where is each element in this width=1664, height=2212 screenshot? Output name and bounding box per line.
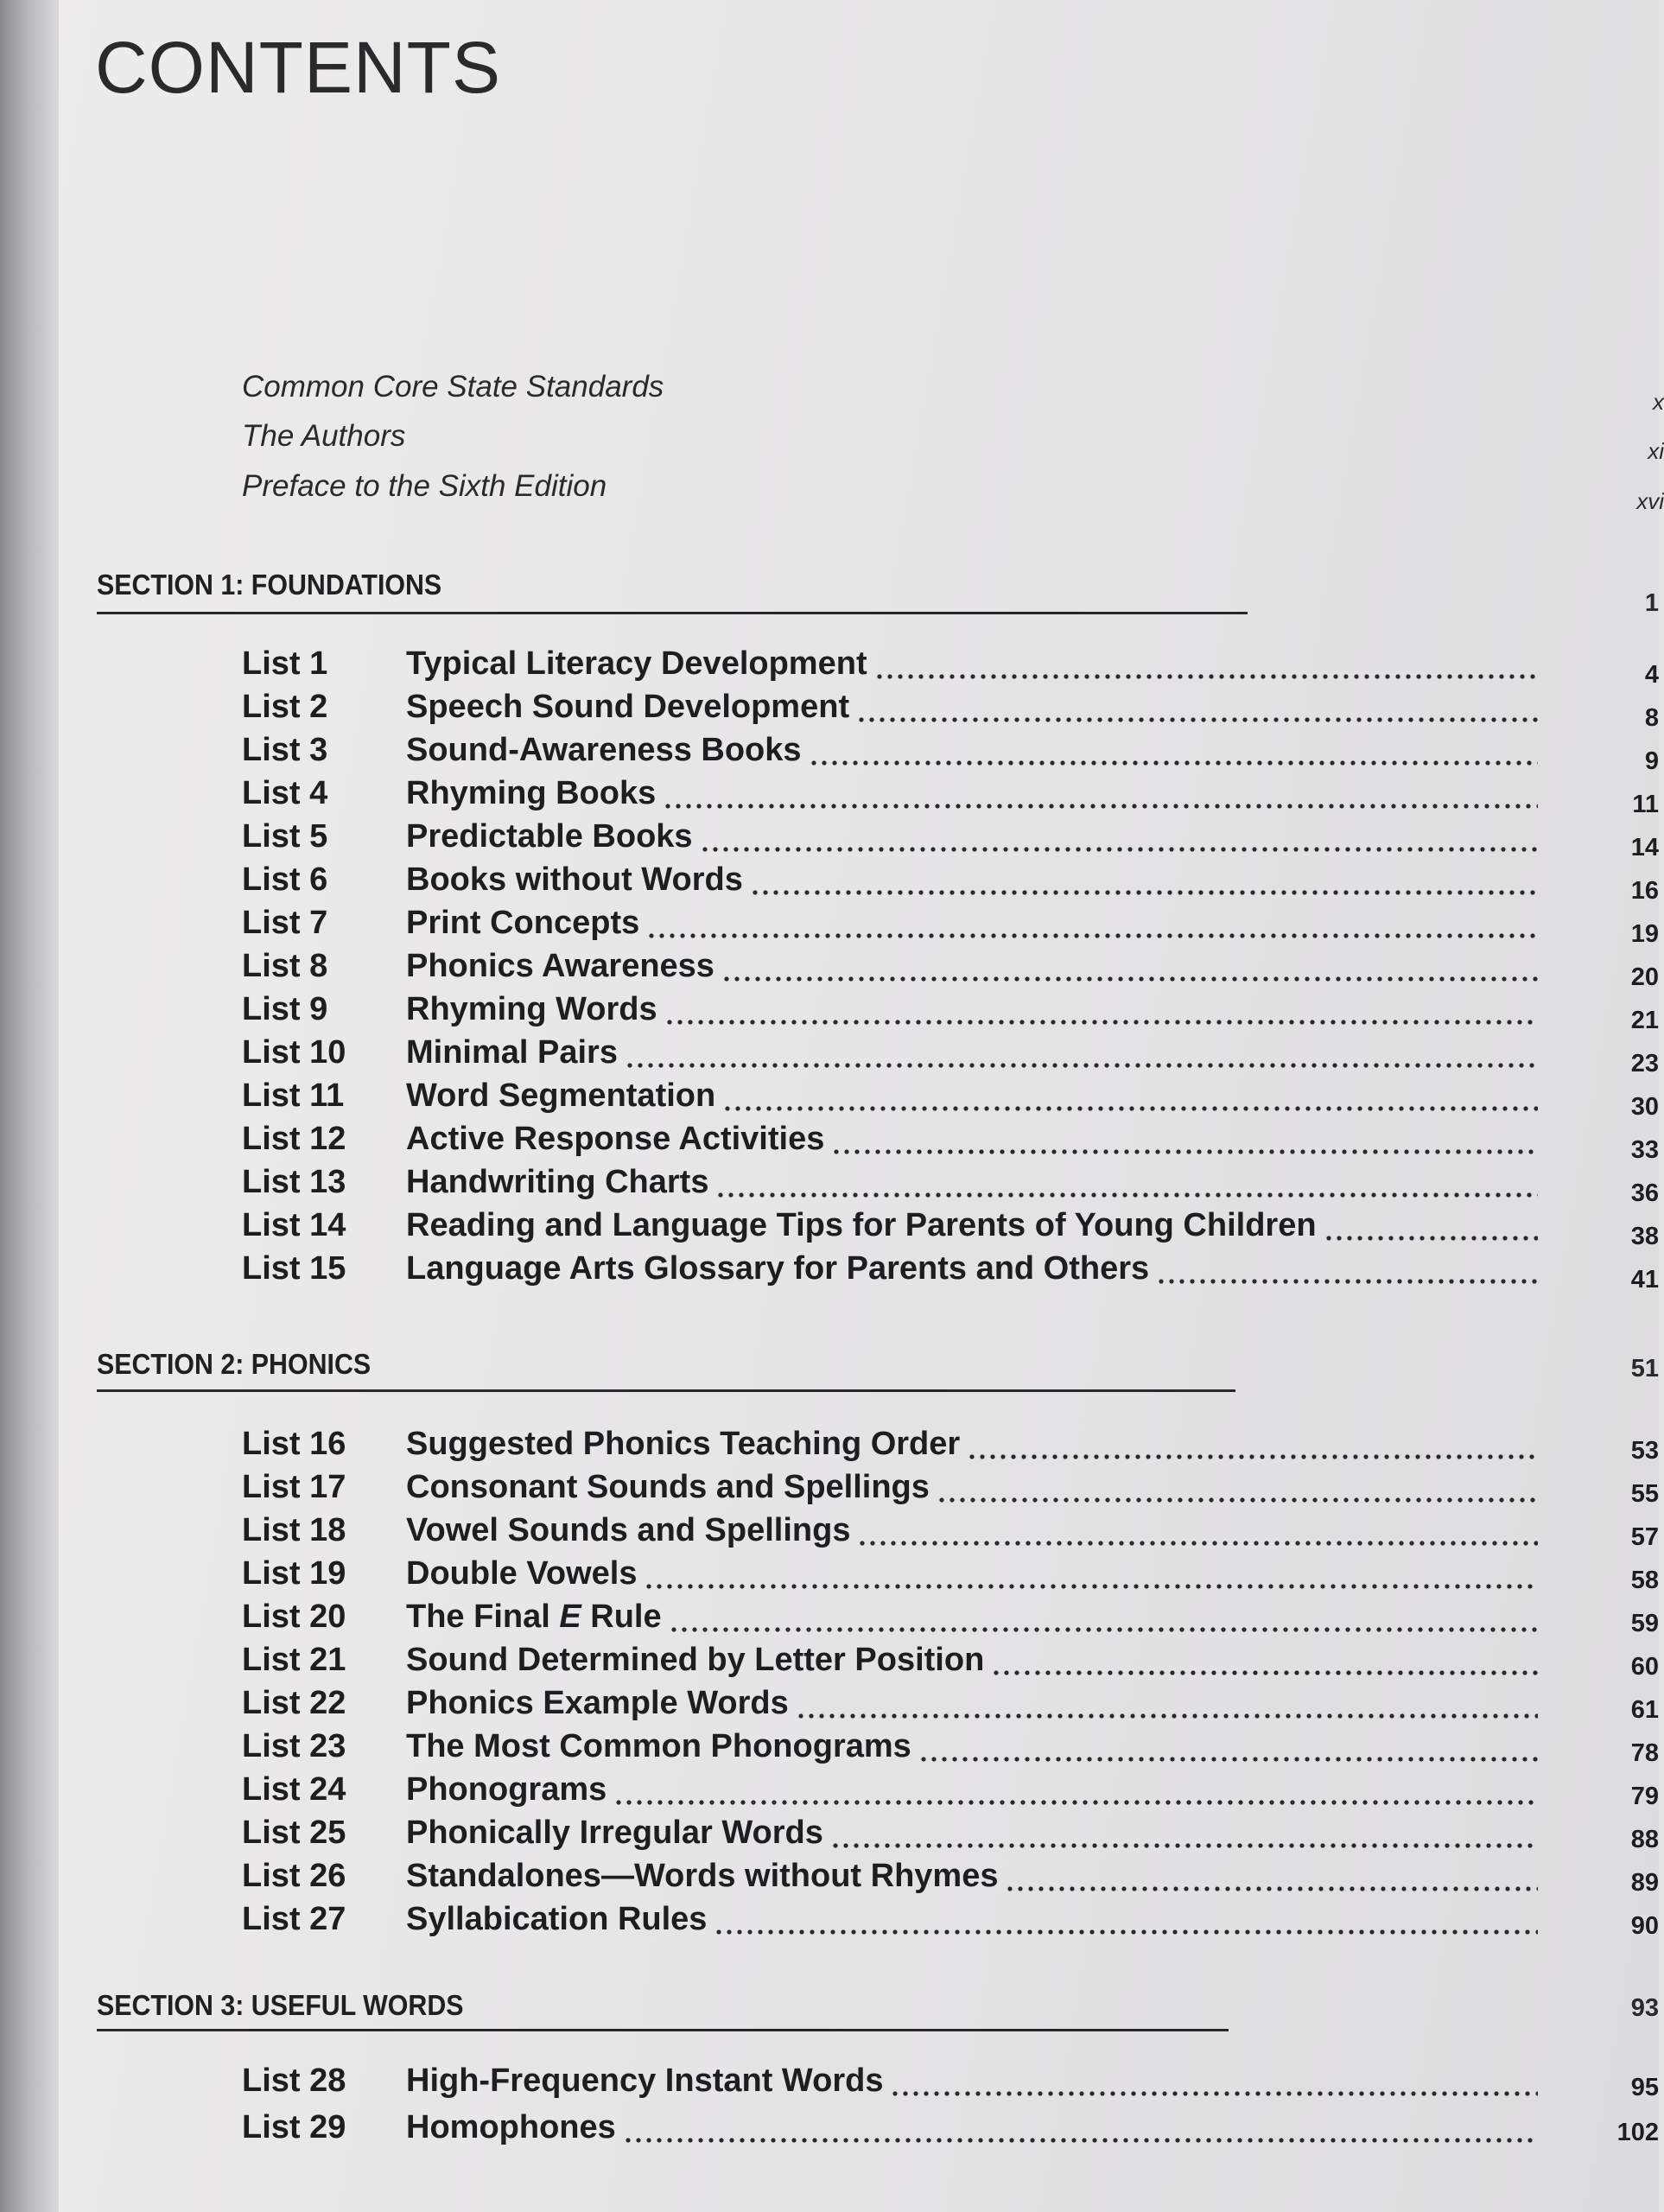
list-title: Rhyming Words [406, 991, 657, 1027]
dot-leader [937, 1497, 1538, 1503]
list-page: 57 [1630, 1523, 1659, 1551]
list-number: List 21 [242, 1642, 346, 1678]
toc-entry [242, 855, 1538, 899]
list-page: 8 [1644, 704, 1659, 732]
dot-leader [644, 1584, 1538, 1589]
list-number: List 16 [242, 1426, 346, 1462]
toc-entry [242, 1463, 1538, 1506]
list-title [406, 1599, 669, 1636]
list-title: Suggested Phonics Teaching Order [406, 1426, 961, 1462]
list-number: List 7 [242, 905, 328, 941]
list-page: 59 [1630, 1610, 1659, 1637]
toc-entry [242, 812, 1538, 855]
toc-entry [242, 1765, 1538, 1808]
list-page: 9 [1644, 747, 1659, 775]
list-number: List 24 [242, 1771, 346, 1808]
toc-entry [242, 1028, 1538, 1071]
list-page: 53 [1630, 1437, 1659, 1465]
dot-leader [796, 1713, 1538, 1719]
list-page: 58 [1630, 1567, 1659, 1594]
dot-leader [857, 1541, 1538, 1546]
toc-entry [242, 2056, 1538, 2100]
toc-entry [242, 1158, 1538, 1201]
toc-entry [242, 899, 1538, 942]
list-number: List 20 [242, 1599, 346, 1635]
toc-entry [242, 1506, 1538, 1549]
list-number: List 12 [242, 1121, 346, 1157]
list-title-italic: E [559, 1599, 581, 1635]
list-number: List 13 [242, 1164, 346, 1200]
list-title-part: The Final [406, 1599, 560, 1635]
list-number: List 19 [242, 1555, 346, 1592]
list-title: Sound Determined by Letter Position [406, 1642, 985, 1678]
list-number: List 26 [242, 1858, 346, 1894]
front-matter-page: xvi [1636, 488, 1664, 514]
list-page: 30 [1630, 1093, 1659, 1121]
list-number: List 14 [242, 1207, 346, 1243]
list-page: 21 [1630, 1007, 1659, 1034]
toc-entry [242, 1722, 1538, 1765]
toc-entry [242, 2103, 1538, 2146]
list-number: List 15 [242, 1250, 346, 1287]
list-title: Vowel Sounds and Spellings [406, 1512, 851, 1548]
section-rule [97, 612, 1248, 614]
list-title: Homophones [406, 2109, 616, 2145]
list-title: Phonically Irregular Words [406, 1815, 823, 1851]
dot-leader [669, 1627, 1538, 1632]
list-title: High-Frequency Instant Words [406, 2063, 884, 2099]
section-heading: SECTION 1: FOUNDATIONS [97, 569, 442, 601]
toc-entry [242, 1201, 1538, 1244]
dot-leader [890, 2091, 1538, 2096]
list-title: Syllabication Rules [406, 1901, 708, 1937]
toc-entry [242, 942, 1538, 985]
dot-leader [714, 1929, 1538, 1935]
list-page: 79 [1630, 1783, 1659, 1810]
toc-entry [242, 769, 1538, 812]
toc-entry [242, 1549, 1538, 1592]
list-number: List 6 [242, 861, 328, 898]
list-title: Speech Sound Development [406, 689, 850, 725]
list-number: List 18 [242, 1512, 346, 1548]
dot-leader [856, 717, 1538, 722]
toc-entry [242, 1808, 1538, 1852]
list-number: List 29 [242, 2109, 346, 2145]
toc-entry [242, 1115, 1538, 1158]
list-number: List 2 [242, 689, 328, 725]
front-matter-page: xi [1648, 438, 1664, 464]
section-page: 1 [1644, 589, 1659, 617]
list-title: Typical Literacy Development [406, 645, 867, 682]
list-number: List 17 [242, 1469, 346, 1505]
list-page: 41 [1630, 1266, 1659, 1294]
section-heading: SECTION 3: USEFUL WORDS [97, 1989, 464, 2021]
dot-leader [721, 976, 1538, 982]
dot-leader [809, 760, 1538, 766]
dot-leader [646, 933, 1538, 938]
dot-leader [750, 890, 1538, 895]
list-number: List 3 [242, 732, 328, 768]
toc-entry [242, 1071, 1538, 1115]
list-page: 19 [1630, 920, 1659, 948]
list-title: Reading and Language Tips for Parents of Young Children [406, 1207, 1317, 1243]
dot-leader [874, 674, 1538, 679]
list-page: 20 [1630, 963, 1659, 991]
list-number: List 11 [242, 1077, 345, 1114]
list-title: Phonograms [406, 1771, 607, 1808]
dot-leader [991, 1670, 1538, 1675]
list-number: List 4 [242, 775, 328, 811]
dot-leader [613, 1800, 1538, 1805]
toc-entry [242, 1679, 1538, 1722]
front-matter-item: The Authors [242, 419, 406, 453]
list-title: Word Segmentation [406, 1077, 716, 1114]
list-title: Language Arts Glossary for Parents and Others [406, 1250, 1150, 1287]
list-page: 60 [1630, 1653, 1659, 1681]
list-title: Print Concepts [406, 905, 640, 941]
toc-entry [242, 1852, 1538, 1895]
dot-leader [664, 1020, 1538, 1025]
section-page: 51 [1630, 1355, 1659, 1382]
list-title: Phonics Awareness [406, 948, 715, 984]
list-page: 36 [1630, 1179, 1659, 1207]
list-page: 14 [1630, 834, 1659, 861]
section-rule [97, 1389, 1235, 1392]
list-page: 4 [1644, 661, 1659, 689]
section-heading: SECTION 2: PHONICS [97, 1348, 372, 1380]
list-title: Active Response Activities [406, 1121, 825, 1157]
list-page: 88 [1630, 1826, 1659, 1853]
list-page: 61 [1630, 1696, 1659, 1724]
toc-entry [242, 683, 1538, 726]
list-number: List 8 [242, 948, 328, 984]
toc-entry [242, 985, 1538, 1028]
list-page: 23 [1630, 1050, 1659, 1077]
dot-leader [663, 804, 1538, 809]
list-page: 33 [1630, 1136, 1659, 1164]
toc-entry [242, 639, 1538, 683]
dot-leader [715, 1192, 1538, 1198]
list-title: Predictable Books [406, 818, 693, 855]
front-matter-item: Common Core State Standards [242, 370, 664, 404]
list-number: List 9 [242, 991, 328, 1027]
toc-entry [242, 1592, 1538, 1636]
list-page: 78 [1630, 1739, 1659, 1767]
list-number: List 28 [242, 2063, 346, 2099]
list-number: List 5 [242, 818, 328, 855]
front-matter-page: x [1653, 389, 1664, 415]
list-page: 90 [1630, 1912, 1659, 1940]
toc-entry [242, 1420, 1538, 1463]
list-number: List 10 [242, 1034, 346, 1071]
list-number: List 1 [242, 645, 328, 682]
list-page: 11 [1632, 791, 1659, 818]
page-title: CONTENTS [95, 27, 501, 108]
front-matter-item: Preface to the Sixth Edition [242, 469, 607, 503]
toc-entry [242, 1636, 1538, 1679]
list-title: Phonics Example Words [406, 1685, 789, 1721]
list-title: Sound-Awareness Books [406, 732, 802, 768]
dot-leader [722, 1106, 1538, 1111]
list-title: Rhyming Books [406, 775, 657, 811]
list-title-part: Rule [581, 1599, 662, 1635]
book-spine-shadow [0, 0, 59, 2212]
list-page: 89 [1630, 1869, 1659, 1897]
dot-leader [1324, 1236, 1538, 1241]
list-number: List 25 [242, 1815, 346, 1851]
list-page: 16 [1630, 877, 1659, 905]
list-page: 38 [1630, 1223, 1659, 1250]
list-page: 102 [1616, 2119, 1659, 2146]
list-title: Books without Words [406, 861, 743, 898]
dot-leader [831, 1149, 1538, 1154]
dot-leader [700, 847, 1538, 852]
list-page: 55 [1630, 1480, 1659, 1508]
section-rule [97, 2029, 1229, 2031]
list-title: The Most Common Phonograms [406, 1728, 911, 1764]
dot-leader [918, 1757, 1538, 1762]
list-number: List 27 [242, 1901, 346, 1937]
list-title: Consonant Sounds and Spellings [406, 1469, 930, 1505]
toc-entry [242, 726, 1538, 769]
list-title: Handwriting Charts [406, 1164, 709, 1200]
list-number: List 23 [242, 1728, 346, 1764]
toc-entry [242, 1895, 1538, 1938]
list-page: 95 [1630, 2074, 1659, 2101]
toc-entry [242, 1244, 1538, 1287]
dot-leader [623, 2138, 1538, 2143]
dot-leader [1156, 1279, 1538, 1284]
list-title: Double Vowels [406, 1555, 638, 1592]
section-page: 93 [1630, 1994, 1659, 2022]
dot-leader [1005, 1886, 1538, 1891]
list-number: List 22 [242, 1685, 346, 1721]
list-title: Standalones—Words without Rhymes [406, 1858, 999, 1894]
dot-leader [625, 1063, 1538, 1068]
dot-leader [830, 1843, 1538, 1848]
dot-leader [967, 1454, 1538, 1459]
list-title: Minimal Pairs [406, 1034, 618, 1071]
